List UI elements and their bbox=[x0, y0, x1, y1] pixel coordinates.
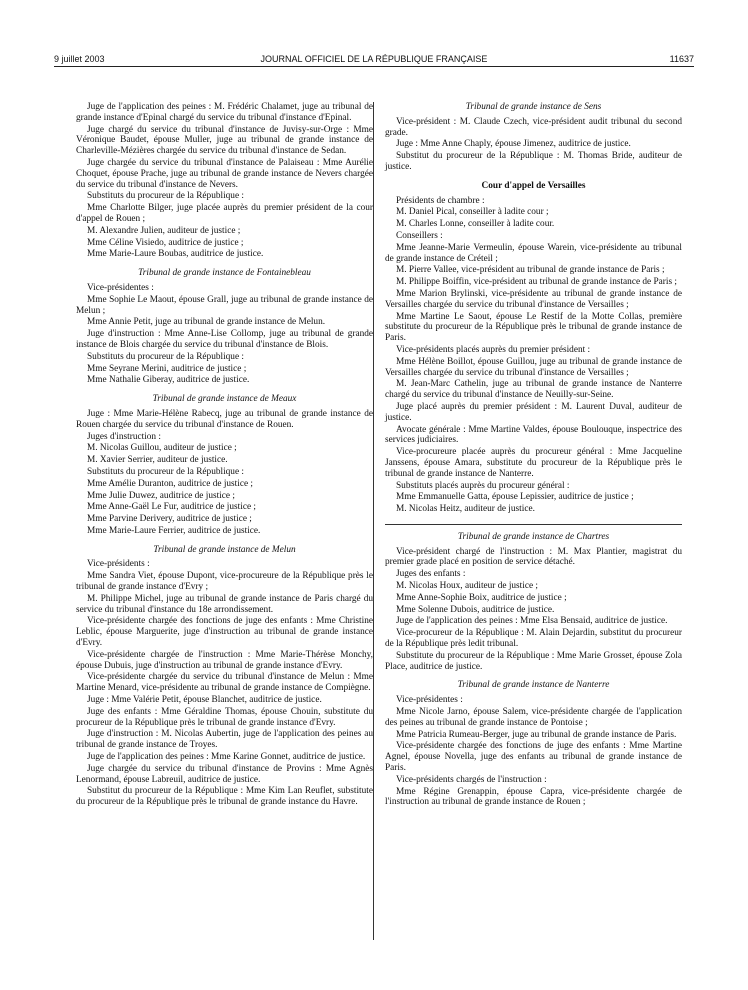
paragraph: Mme Céline Visiedo, auditrice de justice ; bbox=[87, 237, 244, 248]
paragraph: M. Nicolas Houx, auditeur de justice ; bbox=[396, 581, 539, 592]
paragraph: Juges des enfants : bbox=[396, 569, 466, 580]
paragraph: Mme Hélène Boillot, épouse Guillou, juge au tribunal de grande instance de Versailles chargée du service du tribunal d'instance de Versailles ; bbox=[385, 356, 682, 378]
paragraph: Vice-présidentes : bbox=[396, 695, 463, 706]
paragraph: Vice-présidente chargée des fonctions de juge des enfants : Mme Christine Leblic, épouse Marguerite, juge d'instruction au tribunal de grande instance d'Evry. bbox=[76, 616, 373, 649]
paragraph: M. Charles Lonne, conseiller à ladite cour. bbox=[396, 219, 555, 230]
paragraph: Mme Anne-Gaël Le Fur, auditrice de justice ; bbox=[87, 502, 256, 513]
paragraph: Vice-présidents : bbox=[87, 559, 150, 570]
paragraph: Mme Amélie Duranton, auditrice de justice ; bbox=[87, 478, 254, 489]
header-rule bbox=[54, 66, 694, 67]
paragraph: Mme Marion Brylinski, vice-présidente au tribunal de grande instance de Versailles chargée du service du tribunal d'instance de Versailles ; bbox=[385, 288, 682, 310]
paragraph: Vice-présidente chargée des fonctions de juge des enfants : Mme Martine Agnel, épouse Novella, juge des enfants au tribunal de grande instance de Paris. bbox=[385, 741, 682, 774]
paragraph: Mme Marie-Laure Boubas, auditrice de justice. bbox=[87, 249, 264, 260]
header-date: 9 juillet 2003 bbox=[54, 54, 105, 64]
paragraph: Juge d'instruction : M. Nicolas Aubertin, juge de l'application des peines au tribunal de grande instance de Troyes. bbox=[76, 729, 373, 751]
paragraph: Mme Nicole Jarno, épouse Salem, vice-présidente chargée de l'application des peines au tribunal de grande instance de Pontoise ; bbox=[385, 707, 682, 728]
paragraph: Juge de l'application des peines : Mme Elsa Bensaid, auditrice de justice. bbox=[396, 616, 668, 627]
paragraph: Juge : Mme Marie-Hélène Rabecq, juge au tribunal de grande instance de Rouen chargée du service du tribunal d'instance de Rouen. bbox=[76, 408, 373, 430]
paragraph: Vice-procureure placée auprès du procureur général : Mme Jacqueline Janssens, épouse Amara, substitute du procureur de la République près le tribunal de grande instance de Nanterre. bbox=[385, 447, 682, 479]
paragraph: Vice-présidente chargée du service du tribunal d'instance de Melun : Mme Martine Menard, vice-présidente au tribunal de grande instance de Compiègne. bbox=[76, 672, 373, 694]
paragraph: Conseillers : bbox=[396, 230, 443, 241]
header-page-number: 11637 bbox=[669, 54, 694, 64]
right-column bbox=[385, 102, 682, 809]
paragraph: Juge chargé du service du tribunal d'instance de Juvisy-sur-Orge : Mme Véronique Baudet, épouse Muller, juge au tribunal de grande instance de Charleville-Mézières chargée du service du tribunal d'instance de Sedan. bbox=[76, 124, 373, 157]
paragraph: Mme Régine Grenappin, épouse Capra, vice-présidente chargée de l'instruction au tribunal de grande instance de Rouen ; bbox=[385, 786, 682, 808]
paragraph: Mme Julie Duwez, auditrice de justice ; bbox=[87, 490, 235, 501]
paragraph: Substitut du procureur de la République : Mme Kim Lan Reuflet, substitute du procureur de la République près le tribunal de grande instance du Havre. bbox=[76, 786, 373, 808]
paragraph: Mme Seyrane Merini, auditrice de justice ; bbox=[87, 363, 247, 374]
paragraph: Substitut du procureur de la République : M. Thomas Bride, auditeur de justice. bbox=[385, 151, 682, 172]
header-journal-title: JOURNAL OFFICIEL DE LA RÉPUBLIQUE FRANÇAISE bbox=[260, 54, 488, 64]
paragraph: Mme Martine Le Saout, épouse Le Restif de la Motte Collas, première substitute du procureur de la République près le tribunal de grande instance de Paris. bbox=[385, 311, 682, 344]
paragraph: Substituts du procureur de la République : bbox=[87, 466, 244, 477]
section-title-meaux: Tribunal de grande instance de Meaux bbox=[152, 394, 297, 405]
paragraph: Mme Emmanuelle Gatta, épouse Lepissier, auditrice de justice ; bbox=[396, 492, 634, 503]
paragraph: Juge de l'application des peines : M. Frédéric Chalamet, juge au tribunal de grande instance d'Epinal chargé du service du tribunal d'instance d'Epinal. bbox=[76, 102, 373, 123]
left-column bbox=[76, 102, 373, 809]
paragraph: Juge : Mme Anne Chaply, épouse Jimenez, auditrice de justice. bbox=[396, 139, 631, 150]
paragraph: Vice-présidents chargés de l'instruction : bbox=[396, 774, 547, 785]
paragraph: Substitute du procureur de la République : Mme Marie Grosset, épouse Zola Place, auditrice de justice. bbox=[385, 650, 682, 672]
paragraph: Mme Charlotte Bilger, juge placée auprès du premier président de la cour d'appel de Rouen ; bbox=[76, 203, 373, 224]
paragraph: Vice-président : M. Claude Czech, vice-président audit tribunal du second grade. bbox=[385, 116, 682, 138]
paragraph: Juge chargée du service du tribunal d'instance de Provins : Mme Agnès Lenormand, épouse Labreuil, auditrice de justice. bbox=[76, 763, 373, 785]
paragraph: M. Jean-Marc Cathelin, juge au tribunal de grande instance de Nanterre chargé du service du tribunal d'instance de Neuilly-sur-Seine. bbox=[385, 379, 682, 401]
paragraph: Juge des enfants : Mme Géraldine Thomas, épouse Chouin, substitute du procureur de la République près le tribunal de grande instance d'Evry. bbox=[76, 706, 373, 728]
section-title-versailles: Cour d'appel de Versailles bbox=[481, 180, 586, 191]
paragraph: Vice-président chargé de l'instruction : M. Max Plantier, magistrat du premier grade placé en position de service détaché. bbox=[385, 546, 682, 568]
paragraph: Juge d'instruction : Mme Anne-Lise Collomp, juge au tribunal de grande instance de Blois chargée du service du tribunal d'instance de Blois. bbox=[76, 329, 373, 350]
paragraph: Mme Sandra Viet, épouse Dupont, vice-procureure de la République près le tribunal de grande instance d'Evry ; bbox=[76, 571, 373, 593]
paragraph: Juges d'instruction : bbox=[87, 431, 161, 442]
paragraph: Vice-présidentes : bbox=[87, 282, 154, 293]
paragraph: M. Nicolas Heitz, auditeur de justice. bbox=[396, 504, 535, 515]
section-title-chartres: Tribunal de grande instance de Chartres bbox=[457, 531, 610, 542]
paragraph: Vice-présidents placés auprès du premier président : bbox=[396, 344, 591, 355]
paragraph: M. Nicolas Guillou, auditeur de justice ; bbox=[87, 443, 237, 454]
paragraph: Mme Marie-Laure Ferrier, auditrice de justice. bbox=[87, 525, 261, 536]
paragraph: Mme Annie Petit, juge au tribunal de grande instance de Melun. bbox=[87, 317, 326, 328]
section-title-fontainebleau: Tribunal de grande instance de Fontainebleau bbox=[138, 268, 311, 279]
column-divider bbox=[373, 102, 374, 940]
paragraph: Mme Anne-Sophie Boix, auditrice de justice ; bbox=[396, 592, 567, 603]
paragraph: Présidents de chambre : bbox=[396, 195, 485, 206]
paragraph: Avocate générale : Mme Martine Valdes, épouse Boulouque, inspectrice des services judiciaires. bbox=[385, 424, 682, 446]
paragraph: Substituts du procureur de la République : bbox=[87, 191, 244, 202]
section-title-melun: Tribunal de grande instance de Melun bbox=[153, 544, 296, 555]
paragraph: Juge chargée du service du tribunal d'instance de Palaiseau : Mme Aurélie Choquet, épouse Prache, juge au tribunal de grande instance de Nevers chargée du service du tribunal d'instance de Nevers. bbox=[76, 157, 373, 190]
paragraph: M. Alexandre Julien, auditeur de justice ; bbox=[87, 225, 241, 236]
paragraph: Juge : Mme Valérie Petit, épouse Blanchet, auditrice de justice. bbox=[87, 695, 322, 706]
paragraph: Mme Sophie Le Maout, épouse Grall, juge au tribunal de grande instance de Melun ; bbox=[76, 294, 373, 316]
paragraph: Substituts placés auprès du procureur général : bbox=[396, 480, 570, 491]
paragraph: Mme Solenne Dubois, auditrice de justice. bbox=[396, 604, 555, 615]
paragraph: M. Pierre Vallee, vice-président au tribunal de grande instance de Paris ; bbox=[396, 265, 665, 276]
paragraph: Vice-procureur de la République : M. Alain Dejardin, substitut du procureur de la République près ledit tribunal. bbox=[385, 628, 682, 650]
paragraph: M. Philippe Michel, juge au tribunal de grande instance de Paris chargé du service du tribunal d'instance du 18e arrondissement. bbox=[76, 593, 373, 615]
section-title-nanterre: Tribunal de grande instance de Nanterre bbox=[457, 680, 610, 691]
paragraph: Juge placé auprès du premier président : M. Laurent Duval, auditeur de justice. bbox=[385, 401, 682, 423]
paragraph: M. Daniel Pical, conseiller à ladite cour ; bbox=[396, 207, 549, 218]
paragraph: M. Philippe Boiffin, vice-président au tribunal de grande instance de Paris ; bbox=[396, 277, 677, 288]
paragraph: Mme Nathalie Giberay, auditrice de justice. bbox=[87, 375, 250, 386]
paragraph: Juge de l'application des peines : Mme Karine Gonnet, auditrice de justice. bbox=[87, 752, 366, 763]
paragraph: Mme Jeanne-Marie Vermeulin, épouse Warein, vice-présidente au tribunal de grande instance de Créteil ; bbox=[385, 242, 682, 264]
paragraph: Mme Parvine Derivery, auditrice de justice ; bbox=[87, 514, 252, 525]
section-rule bbox=[385, 524, 682, 525]
paragraph: Substituts du procureur de la République : bbox=[87, 351, 244, 362]
paragraph: Mme Patricia Rumeau-Berger, juge au tribunal de grande instance de Paris. bbox=[396, 729, 677, 740]
paragraph: M. Xavier Serrier, auditeur de justice. bbox=[87, 455, 228, 466]
paragraph: Vice-présidente chargée de l'instruction : Mme Marie-Thérèse Monchy, épouse Dubuis, juge d'instruction au tribunal de grande instance d'Evry. bbox=[76, 649, 373, 671]
section-title-sens: Tribunal de grande instance de Sens bbox=[465, 102, 602, 112]
